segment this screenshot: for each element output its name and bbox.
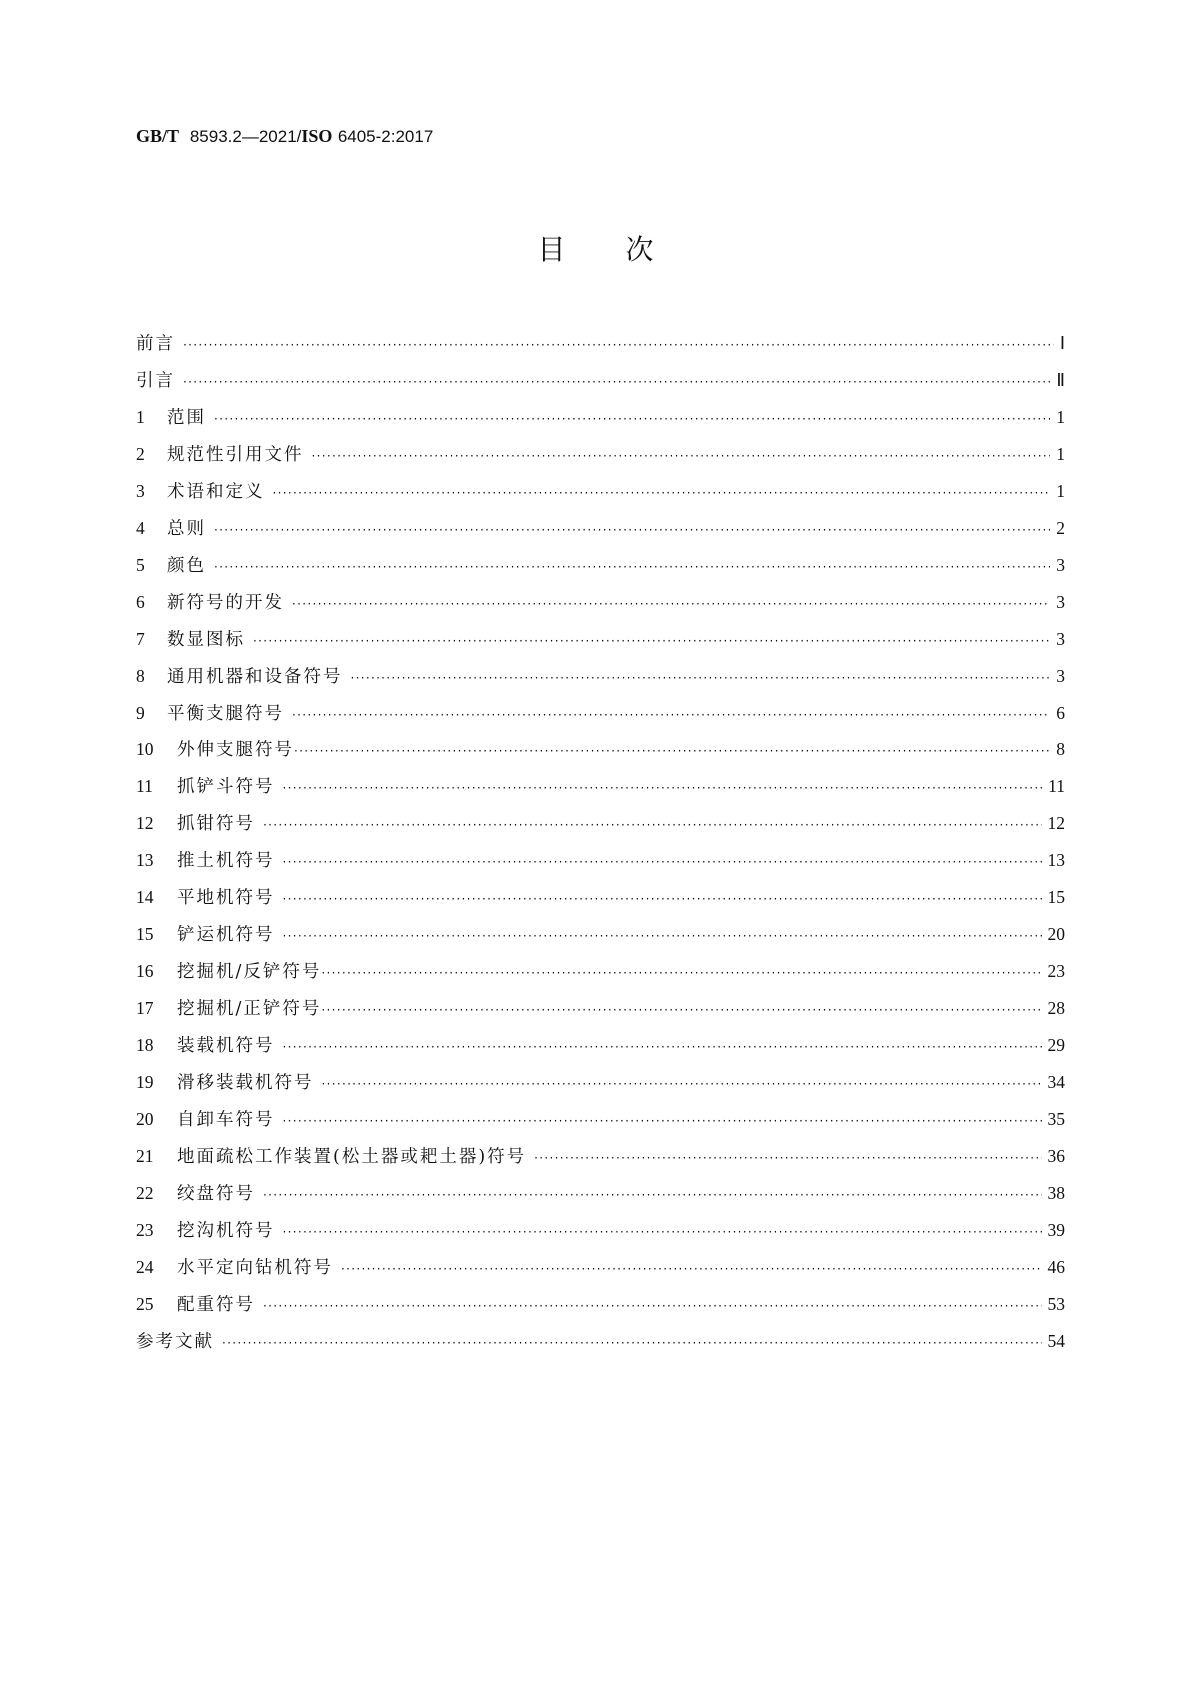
toc-entry[interactable] [136, 921, 1065, 958]
toc-entry-page: 8 [1056, 739, 1065, 760]
toc-entry-number: 8 [136, 665, 145, 686]
toc-entry-label: 自卸车符号 [177, 1110, 275, 1131]
toc-entry-page: 6 [1056, 702, 1065, 723]
toc-entry-number: 4 [136, 517, 145, 538]
toc-entry-page: 3 [1056, 591, 1065, 612]
dot-leader [312, 449, 1051, 463]
toc-entry-number: 10 [136, 739, 154, 760]
toc-entry[interactable] [136, 552, 1065, 589]
toc-entry-label: 平衡支腿符号 [167, 703, 284, 724]
dot-leader [341, 1262, 1042, 1276]
table-of-contents [136, 330, 1065, 1365]
standard-code-header [136, 126, 433, 147]
toc-entry[interactable] [136, 515, 1065, 552]
toc-entry[interactable] [136, 1143, 1065, 1180]
toc-entry[interactable] [136, 1291, 1065, 1328]
toc-entry-page: 53 [1047, 1293, 1065, 1314]
toc-entry-page: 3 [1056, 554, 1065, 575]
toc-entry-page: Ⅱ [1056, 369, 1065, 390]
iso-number: 6405-2:2017 [337, 127, 434, 146]
std-prefix: GB/T [136, 126, 180, 146]
dot-leader [283, 1114, 1042, 1128]
toc-entry[interactable] [136, 1328, 1065, 1365]
toc-entry[interactable] [136, 663, 1065, 700]
toc-entry-label: 总则 [167, 518, 206, 539]
toc-entry-label: 数显图标 [167, 629, 245, 650]
toc-entry-page: 46 [1047, 1256, 1065, 1277]
toc-entry[interactable] [136, 404, 1065, 441]
toc-entry-number: 17 [136, 998, 154, 1019]
dot-leader [283, 1040, 1042, 1054]
toc-entry[interactable] [136, 1106, 1065, 1143]
toc-entry-label: 挖掘机/正铲符号 [177, 999, 322, 1020]
toc-entry-number: 2 [136, 443, 145, 464]
toc-entry[interactable] [136, 847, 1065, 884]
toc-entry-label: 范围 [167, 407, 206, 428]
toc-entry-page: 54 [1047, 1330, 1065, 1351]
page-title: 目次 [537, 233, 714, 266]
toc-entry-label: 参考文献 [136, 1331, 214, 1352]
dot-leader [183, 338, 1054, 352]
dot-leader [534, 1151, 1041, 1165]
toc-entry-number: 24 [136, 1256, 154, 1277]
toc-entry-label: 新符号的开发 [167, 592, 284, 613]
toc-entry[interactable] [136, 1069, 1065, 1106]
toc-entry-page: 39 [1047, 1219, 1065, 1240]
toc-entry-page: Ⅰ [1059, 333, 1065, 353]
dot-leader [273, 486, 1051, 500]
toc-entry-page: 20 [1047, 924, 1065, 945]
toc-entry-label: 外伸支腿符号 [177, 740, 294, 761]
toc-entry-page: 13 [1047, 850, 1065, 871]
iso-prefix: ISO [301, 126, 333, 146]
toc-entry[interactable] [136, 626, 1065, 663]
dot-leader [322, 1077, 1042, 1091]
toc-entry-page: 12 [1047, 813, 1065, 834]
toc-entry-page: 1 [1056, 443, 1065, 464]
std-number: 8593.2—2021/ [189, 127, 302, 146]
toc-entry-number: 5 [136, 554, 145, 575]
toc-entry-number: 3 [136, 480, 145, 501]
toc-entry-number: 15 [136, 924, 154, 945]
dot-leader [253, 634, 1050, 648]
toc-entry-page: 23 [1047, 961, 1065, 982]
toc-entry-page: 1 [1056, 480, 1065, 501]
dot-leader [294, 744, 1050, 758]
dot-leader [263, 818, 1042, 832]
dot-leader [214, 412, 1050, 426]
toc-entry-label: 配重符号 [177, 1294, 255, 1315]
toc-entry[interactable] [136, 958, 1065, 995]
toc-entry-label: 绞盘符号 [177, 1183, 255, 1204]
toc-entry[interactable] [136, 441, 1065, 478]
toc-entry-number: 20 [136, 1109, 154, 1130]
dot-leader [222, 1336, 1042, 1350]
toc-entry-label: 规范性引用文件 [167, 444, 304, 465]
toc-entry-page: 34 [1047, 1072, 1065, 1093]
toc-entry-page: 1 [1056, 406, 1065, 427]
dot-leader [263, 1188, 1042, 1202]
toc-entry-label: 滑移装载机符号 [177, 1073, 314, 1094]
dot-leader [283, 929, 1042, 943]
toc-entry-label: 推土机符号 [177, 851, 275, 872]
toc-entry[interactable] [136, 1217, 1065, 1254]
toc-entry-page: 36 [1047, 1145, 1065, 1166]
toc-entry-number: 16 [136, 961, 154, 982]
toc-entry-number: 25 [136, 1293, 154, 1314]
toc-entry-number: 1 [136, 406, 145, 427]
toc-entry-number: 11 [136, 776, 153, 797]
toc-entry[interactable] [136, 330, 1065, 367]
toc-entry-page: 15 [1047, 887, 1065, 908]
toc-entry[interactable] [136, 736, 1065, 773]
toc-entry[interactable] [136, 367, 1065, 404]
toc-entry-number: 12 [136, 813, 154, 834]
dot-leader [283, 781, 1043, 795]
dot-leader [292, 708, 1050, 722]
toc-entry[interactable] [136, 1254, 1065, 1291]
toc-entry-number: 23 [136, 1219, 154, 1240]
toc-entry-page: 29 [1047, 1035, 1065, 1056]
toc-entry-label: 抓铲斗符号 [177, 777, 275, 798]
toc-entry-label: 引言 [136, 370, 175, 391]
toc-entry-number: 19 [136, 1072, 154, 1093]
toc-entry-number: 13 [136, 850, 154, 871]
toc-entry[interactable] [136, 589, 1065, 626]
toc-entry-number: 21 [136, 1145, 154, 1166]
toc-entry-label: 铲运机符号 [177, 925, 275, 946]
dot-leader [321, 1003, 1041, 1017]
toc-entry-label: 颜色 [167, 555, 206, 576]
toc-entry-label: 挖掘机/反铲符号 [177, 962, 322, 983]
toc-entry[interactable] [136, 700, 1065, 737]
dot-leader [292, 597, 1050, 611]
toc-entry[interactable] [136, 773, 1065, 810]
toc-entry[interactable] [136, 1180, 1065, 1217]
dot-leader [351, 671, 1051, 685]
toc-entry-label: 前言 [136, 334, 175, 354]
dot-leader [183, 375, 1050, 389]
toc-entry[interactable] [136, 884, 1065, 921]
toc-entry-page: 11 [1048, 776, 1065, 797]
toc-entry-label: 抓钳符号 [177, 814, 255, 835]
toc-entry-page: 28 [1047, 998, 1065, 1019]
toc-entry-label: 挖沟机符号 [177, 1220, 275, 1241]
toc-entry-label: 地面疏松工作装置(松土器或耙土器)符号 [177, 1146, 527, 1167]
dot-leader [263, 1299, 1042, 1313]
toc-entry-number: 9 [136, 702, 145, 723]
toc-entry-number: 6 [136, 591, 145, 612]
dot-leader [214, 560, 1050, 574]
toc-entry-label: 水平定向钻机符号 [177, 1257, 333, 1278]
toc-entry-page: 35 [1047, 1109, 1065, 1130]
toc-entry-number: 7 [136, 628, 145, 649]
toc-entry-label: 通用机器和设备符号 [167, 666, 343, 687]
dot-leader [283, 1225, 1042, 1239]
toc-entry-page: 3 [1056, 628, 1065, 649]
toc-entry[interactable] [136, 810, 1065, 847]
toc-entry-page: 3 [1056, 665, 1065, 686]
toc-entry-page: 2 [1056, 517, 1065, 538]
dot-leader [283, 892, 1042, 906]
toc-entry[interactable] [136, 1032, 1065, 1069]
toc-entry[interactable] [136, 995, 1065, 1032]
toc-entry-label: 装载机符号 [177, 1036, 275, 1057]
toc-entry-number: 22 [136, 1182, 154, 1203]
dot-leader [214, 523, 1050, 537]
dot-leader [283, 855, 1042, 869]
toc-entry-page: 38 [1047, 1182, 1065, 1203]
toc-entry-label: 平地机符号 [177, 888, 275, 909]
toc-entry[interactable] [136, 478, 1065, 515]
toc-entry-number: 18 [136, 1035, 154, 1056]
dot-leader [321, 966, 1041, 980]
toc-entry-label: 术语和定义 [167, 481, 265, 502]
toc-entry-number: 14 [136, 887, 154, 908]
